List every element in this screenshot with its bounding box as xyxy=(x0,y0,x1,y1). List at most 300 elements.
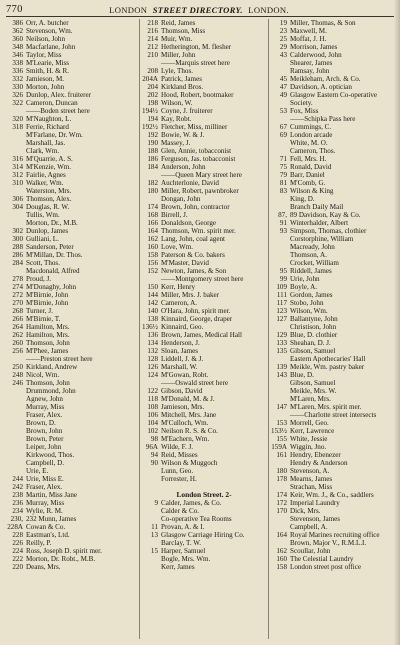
directory-entry xyxy=(141,51,267,59)
directory-entry xyxy=(141,299,267,307)
directory-entry xyxy=(6,211,139,219)
directory-entry xyxy=(141,531,267,539)
entry-text: Co-operative Tea Rooms xyxy=(161,515,232,523)
entry-text: Newton, James, & Son xyxy=(161,267,227,275)
house-number: 330 xyxy=(12,83,23,91)
entry-text: Davidson, A. optician xyxy=(290,83,352,91)
directory-entry xyxy=(141,499,267,507)
directory-entry xyxy=(6,539,139,547)
directory-entry xyxy=(6,83,139,91)
house-number: 286 xyxy=(12,251,23,259)
directory-entry xyxy=(6,243,139,251)
directory-entry xyxy=(6,547,139,555)
entry-text: Barr, Daniel xyxy=(290,171,325,179)
directory-entry xyxy=(270,555,396,563)
house-number: 166 xyxy=(147,219,158,227)
house-number: 134 xyxy=(147,339,158,347)
directory-entry xyxy=(6,331,139,339)
house-number: 144 xyxy=(147,291,158,299)
house-number: 234 xyxy=(12,507,23,515)
entry-text: Ross, Joseph D. spirit mer. xyxy=(26,547,102,555)
entry-text: Fraser, Alex. xyxy=(26,411,63,419)
directory-entry xyxy=(270,27,396,35)
house-number: 332 xyxy=(12,75,23,83)
entry-text: Stevenson, Wm. xyxy=(26,27,73,35)
directory-entry xyxy=(6,467,139,475)
house-number: 127 xyxy=(276,315,287,323)
house-number: 194½ xyxy=(142,107,158,115)
directory-entry xyxy=(270,291,396,299)
directory-entry xyxy=(6,499,139,507)
entry-text: M'Laren, Mrs. xyxy=(290,395,331,403)
entry-text: Neilson, John xyxy=(26,35,66,43)
entry-text: Royal Marines recruiting office xyxy=(290,531,380,539)
house-number: 314 xyxy=(12,163,23,171)
directory-entry xyxy=(141,219,267,227)
entry-text: 232 Munn, James xyxy=(26,515,77,523)
entry-text: M'Laren, Mrs. spirit mer. xyxy=(290,403,362,411)
house-number: 362 xyxy=(12,27,23,35)
entry-text: Reid, James xyxy=(161,19,196,27)
entry-text: M'Kenzie, Wm. xyxy=(26,163,72,171)
entry-text: Ronald, David xyxy=(290,163,332,171)
directory-entry xyxy=(141,83,267,91)
house-number: 96A xyxy=(145,443,158,451)
entry-text: Ballantyne, John xyxy=(290,315,338,323)
house-number: 136½ xyxy=(142,323,158,331)
directory-entry xyxy=(141,419,267,427)
entry-text: Simpson, Thomas, clothier xyxy=(290,227,367,235)
directory-entry xyxy=(6,299,139,307)
directory-entry xyxy=(6,435,139,443)
entry-text: Brown, Major V., R.M.L.I. xyxy=(290,539,367,547)
directory-entry xyxy=(141,403,267,411)
house-number: 184 xyxy=(147,163,158,171)
house-number: 102 xyxy=(147,427,158,435)
directory-entry xyxy=(141,75,267,83)
house-number: 322 xyxy=(12,99,23,107)
house-number: 214 xyxy=(147,35,158,43)
entry-text: Urie, E. xyxy=(26,467,49,475)
directory-entry xyxy=(270,323,396,331)
page-edge-shadow xyxy=(394,0,400,645)
entry-text: Winterhalder, Albert xyxy=(290,219,349,227)
house-number: 168 xyxy=(147,211,158,219)
directory-entry xyxy=(270,507,396,515)
entry-text: Kinnaird, George, draper xyxy=(161,315,233,323)
house-number: 123 xyxy=(276,307,287,315)
entry-text: Fairlie, Agnes xyxy=(26,171,66,179)
house-number: 132 xyxy=(147,347,158,355)
header-right-word: LONDON. xyxy=(248,5,289,15)
entry-text: Glasgow Carriage Hiring Co. xyxy=(161,531,245,539)
entry-text: Lunn, Geo. xyxy=(161,467,194,475)
directory-entry xyxy=(141,363,267,371)
entry-text: Blue, D. xyxy=(290,371,314,379)
entry-text: ——Preston street here xyxy=(26,355,93,363)
house-number: 147 xyxy=(276,403,287,411)
entry-text: Marshall, W. xyxy=(161,363,198,371)
house-number: 47 xyxy=(279,83,287,91)
entry-text: Thomson, John xyxy=(26,379,70,387)
directory-entry xyxy=(6,187,139,195)
entry-text: Stobo, John xyxy=(290,299,324,307)
entry-text: M'Phee, James xyxy=(26,347,69,355)
entry-text: Brown, Peter xyxy=(26,435,64,443)
entry-text: Douglas, R. W. xyxy=(26,203,70,211)
house-number: 218 xyxy=(147,19,158,27)
directory-entry xyxy=(141,443,267,451)
directory-entry xyxy=(270,355,396,363)
entry-text: Sanderson, Peter xyxy=(26,243,74,251)
entry-text: Proud, J. xyxy=(26,275,52,283)
directory-entry xyxy=(270,459,396,467)
entry-text: Wilson, W. xyxy=(161,99,193,107)
directory-entry xyxy=(141,139,267,147)
directory-entry xyxy=(270,139,396,147)
entry-text: Wilson & King xyxy=(290,187,334,195)
house-number: 117 xyxy=(276,299,287,307)
house-number: 248 xyxy=(12,371,23,379)
entry-text: Wilson & Muggoch xyxy=(161,459,218,467)
house-number: 246 xyxy=(12,379,23,387)
directory-entry xyxy=(270,315,396,323)
house-number: 204 xyxy=(147,83,158,91)
directory-entry xyxy=(270,443,396,451)
directory-entry xyxy=(141,507,267,515)
directory-entry xyxy=(6,43,139,51)
entry-text: Fox, Miss xyxy=(290,107,319,115)
entry-text: Harper, Samuel xyxy=(161,547,206,555)
entry-text: Sheahan, D. J. xyxy=(290,339,331,347)
house-number: 160 xyxy=(147,243,158,251)
directory-entry xyxy=(141,107,267,115)
entry-text: Urie, John xyxy=(290,275,320,283)
entry-text: Cowan & Co. xyxy=(26,523,66,531)
directory-entry xyxy=(270,339,396,347)
house-number: 220 xyxy=(12,563,23,571)
column-2 xyxy=(141,19,267,571)
house-number: 142 xyxy=(147,299,158,307)
directory-entry xyxy=(141,283,267,291)
directory-entry xyxy=(270,171,396,179)
directory-entry xyxy=(270,195,396,203)
directory-entry xyxy=(270,219,396,227)
house-number: 43 xyxy=(279,51,287,59)
entry-text: Miller, Robert, pawnbroker xyxy=(161,187,239,195)
entry-text: M'Quarrie, A. S. xyxy=(26,155,73,163)
house-number: 194 xyxy=(147,115,158,123)
directory-entry xyxy=(6,491,139,499)
entry-text: Mitchell, Mrs. Jane xyxy=(161,411,217,419)
house-number: 300 xyxy=(12,235,23,243)
directory-entry xyxy=(141,515,267,523)
directory-entry xyxy=(141,43,267,51)
entry-text: Maxwell, M. xyxy=(290,27,327,35)
entry-text: Love, Wm. xyxy=(161,243,193,251)
entry-text: Bogle, Mrs. Wm. xyxy=(161,555,211,563)
column-1 xyxy=(6,19,139,571)
house-number: 288 xyxy=(12,243,23,251)
directory-entry xyxy=(141,203,267,211)
directory-entry xyxy=(6,419,139,427)
house-number: 162 xyxy=(147,235,158,243)
entry-text: Cameron, Thos. xyxy=(290,147,336,155)
house-number: 172 xyxy=(276,499,287,507)
house-number: 153½ xyxy=(271,427,287,435)
entry-text: Hendry & Anderson xyxy=(290,459,348,467)
house-number: 143 xyxy=(276,371,287,379)
house-number: 128 xyxy=(147,355,158,363)
house-number: 162 xyxy=(276,547,287,555)
house-number: 93 xyxy=(279,227,287,235)
house-number: 135 xyxy=(276,347,287,355)
directory-entry xyxy=(270,547,396,555)
directory-entry xyxy=(6,251,139,259)
entry-text: Glasgow Eastern Co-operative xyxy=(290,91,378,99)
entry-text: Scoullar, John xyxy=(290,547,331,555)
entry-text: Campbell, A. xyxy=(290,523,328,531)
entry-text: Nicol, Wm. xyxy=(26,371,60,379)
entry-text: Auchterlonie, David xyxy=(161,179,219,187)
entry-text: Fletcher, Miss, milliner xyxy=(161,123,228,131)
house-number: 11 xyxy=(151,523,158,531)
entry-text: London street post office xyxy=(290,563,361,571)
entry-text: Mearns, James xyxy=(290,475,333,483)
directory-entry xyxy=(6,75,139,83)
directory-entry xyxy=(141,147,267,155)
entry-text: Murray, Miss xyxy=(26,499,65,507)
entry-text: Cameron, Duncan xyxy=(26,99,78,107)
directory-entry xyxy=(270,539,396,547)
directory-entry xyxy=(270,187,396,195)
directory-entry xyxy=(270,83,396,91)
entry-text: Hetherington, M. flesher xyxy=(161,43,232,51)
directory-entry xyxy=(141,195,267,203)
entry-text: Thomson, A. xyxy=(290,251,327,259)
directory-entry xyxy=(270,475,396,483)
house-number: 244 xyxy=(12,475,23,483)
entry-text: M'Eachern, Wm. xyxy=(161,435,210,443)
entry-text: Meikleham, Arch. & Co. xyxy=(290,75,361,83)
directory-entry xyxy=(141,387,267,395)
directory-entry xyxy=(141,475,267,483)
house-number: 81 xyxy=(279,179,287,187)
directory-entry xyxy=(270,227,396,235)
house-number: 190 xyxy=(147,139,158,147)
entry-text: Wilson, Wm. xyxy=(290,307,328,315)
directory-entry xyxy=(270,163,396,171)
entry-text: Kirkland Bros. xyxy=(161,83,204,91)
house-number: 155 xyxy=(276,435,287,443)
house-number: 156 xyxy=(147,259,158,267)
entry-text: Kinnaird, Geo. xyxy=(161,323,204,331)
entry-text: Reid, Misses xyxy=(161,451,198,459)
entry-text: Hamilton, Mrs. xyxy=(26,323,70,331)
entry-text: Paterson & Co. bakers xyxy=(161,251,225,259)
house-number: 124 xyxy=(147,371,158,379)
directory-entry xyxy=(141,291,267,299)
directory-entry xyxy=(270,179,396,187)
house-number: 270 xyxy=(12,299,23,307)
directory-entry xyxy=(270,467,396,475)
directory-entry xyxy=(141,115,267,123)
entry-text: Lyle, Thos. xyxy=(161,67,193,75)
directory-entry xyxy=(6,379,139,387)
house-number: 180 xyxy=(147,187,158,195)
directory-entry xyxy=(6,459,139,467)
directory-entry xyxy=(270,347,396,355)
directory-entry xyxy=(141,451,267,459)
directory-entry xyxy=(270,19,396,27)
entry-text: Ferrie, Richard xyxy=(26,123,69,131)
directory-entry xyxy=(6,307,139,315)
directory-entry xyxy=(141,275,267,283)
directory-entry xyxy=(6,67,139,75)
entry-text: Morrison, James xyxy=(290,43,338,51)
directory-entry xyxy=(270,123,396,131)
directory-entry xyxy=(270,35,396,43)
directory-entry xyxy=(270,275,396,283)
directory-entry xyxy=(141,179,267,187)
entry-text: Kerr, Henry xyxy=(161,283,195,291)
entry-text: ——Marquis street here xyxy=(161,59,230,67)
directory-entry xyxy=(6,179,139,187)
directory-entry xyxy=(270,59,396,67)
house-number: 15 xyxy=(150,547,158,555)
entry-text: Morton, Dr., M.B. xyxy=(26,219,78,227)
entry-text: M'Birnie, John xyxy=(26,299,69,307)
entry-text: The Celestial Laundry xyxy=(290,555,354,563)
entry-text: Calder, James, & Co. xyxy=(161,499,222,507)
entry-text: Dunlop, Alex. fruiterer xyxy=(26,91,92,99)
house-number: 316 xyxy=(12,155,23,163)
house-number: 69 xyxy=(279,131,287,139)
directory-entry xyxy=(141,35,267,43)
directory-entry xyxy=(270,51,396,59)
house-number: 174 xyxy=(276,491,287,499)
house-number: 139 xyxy=(276,363,287,371)
house-number: 228 xyxy=(12,531,23,539)
house-number: 75 xyxy=(279,163,287,171)
house-number: 25 xyxy=(279,35,287,43)
directory-entry xyxy=(6,275,139,283)
entry-text: Brown, James, Medical Hall xyxy=(161,331,242,339)
running-title xyxy=(6,5,392,15)
directory-entry xyxy=(6,443,139,451)
house-number: 170 xyxy=(276,507,287,515)
house-number: 45 xyxy=(279,75,287,83)
entry-text: Meikle, Mrs. W. xyxy=(290,387,337,395)
entry-text: Tullis, Wm. xyxy=(26,211,60,219)
directory-entry xyxy=(6,483,139,491)
directory-entry xyxy=(6,163,139,171)
directory-entry xyxy=(141,411,267,419)
house-number: 109 xyxy=(276,283,287,291)
entry-text: Liddell, J. & J. xyxy=(161,355,204,363)
house-number: 87, xyxy=(278,211,287,219)
house-number: 95 xyxy=(279,267,287,275)
directory-entry xyxy=(270,243,396,251)
house-number: 192 xyxy=(147,131,158,139)
directory-entry xyxy=(270,99,396,107)
house-number: 338 xyxy=(12,59,23,67)
entry-text: Martin, Miss Jane xyxy=(26,491,78,499)
house-number: 264 xyxy=(12,323,23,331)
house-number: 160 xyxy=(276,555,287,563)
entry-text: Jamieson, M. xyxy=(26,75,65,83)
directory-entry xyxy=(141,171,267,179)
entry-text: Hendry, Ebenezer xyxy=(290,451,341,459)
directory-entry xyxy=(141,59,267,67)
house-number: 256 xyxy=(12,347,23,355)
directory-entry xyxy=(141,163,267,171)
directory-entry xyxy=(6,563,139,571)
entry-text: Marshall, Jas. xyxy=(26,139,66,147)
house-number: 133 xyxy=(276,339,287,347)
house-number: 9 xyxy=(154,499,158,507)
entry-text: Murray, Miss xyxy=(26,403,65,411)
directory-entry xyxy=(6,315,139,323)
directory-entry xyxy=(141,235,267,243)
entry-text: Morton, Dr. Robt., M.B. xyxy=(26,555,96,563)
entry-text: Ramsay, John xyxy=(290,67,330,75)
house-number: 79 xyxy=(279,171,287,179)
entry-text: Patrick, James xyxy=(161,75,202,83)
house-number: 136 xyxy=(147,331,158,339)
house-number: 152 xyxy=(147,267,158,275)
entry-text: Clark, Wm. xyxy=(26,147,60,155)
directory-entry xyxy=(141,371,267,379)
directory-entry xyxy=(270,435,396,443)
entry-text: Thomson, John xyxy=(26,339,70,347)
directory-entry xyxy=(141,315,267,323)
directory-entry xyxy=(270,331,396,339)
house-number: 19 xyxy=(279,19,287,27)
house-number: 164 xyxy=(147,227,158,235)
directory-entry xyxy=(141,227,267,235)
directory-entry xyxy=(141,355,267,363)
entry-text: Walker, Wm. xyxy=(26,179,64,187)
directory-entry xyxy=(6,19,139,27)
directory-entry xyxy=(270,75,396,83)
entry-text: Imperial Laundry xyxy=(290,499,340,507)
house-number: 13 xyxy=(150,531,158,539)
directory-entry xyxy=(6,227,139,235)
entry-text: Bowie, W. & J. xyxy=(161,131,205,139)
entry-text: Miller, Thomas, & Son xyxy=(290,19,356,27)
directory-entry xyxy=(141,547,267,555)
house-number: 91 xyxy=(279,219,287,227)
directory-entry xyxy=(270,115,396,123)
house-number: 348 xyxy=(12,43,23,51)
entry-text: Sloan, James xyxy=(161,347,199,355)
directory-entry xyxy=(270,155,396,163)
house-number: 302 xyxy=(12,227,23,235)
directory-entry xyxy=(270,483,396,491)
entry-text: ——Charlotte street intersects xyxy=(290,411,377,419)
entry-text: Urie, Miss E. xyxy=(26,475,64,483)
directory-entry xyxy=(6,115,139,123)
entry-text: Eastman's, Ltd. xyxy=(26,531,70,539)
house-number: 224 xyxy=(12,547,23,555)
entry-text: Thomson, Alex. xyxy=(26,195,72,203)
directory-entry xyxy=(270,379,396,387)
house-number: 161 xyxy=(276,451,287,459)
directory-entry xyxy=(6,371,139,379)
entry-text: Kay, Robt. xyxy=(161,115,192,123)
house-number: 108 xyxy=(147,403,158,411)
